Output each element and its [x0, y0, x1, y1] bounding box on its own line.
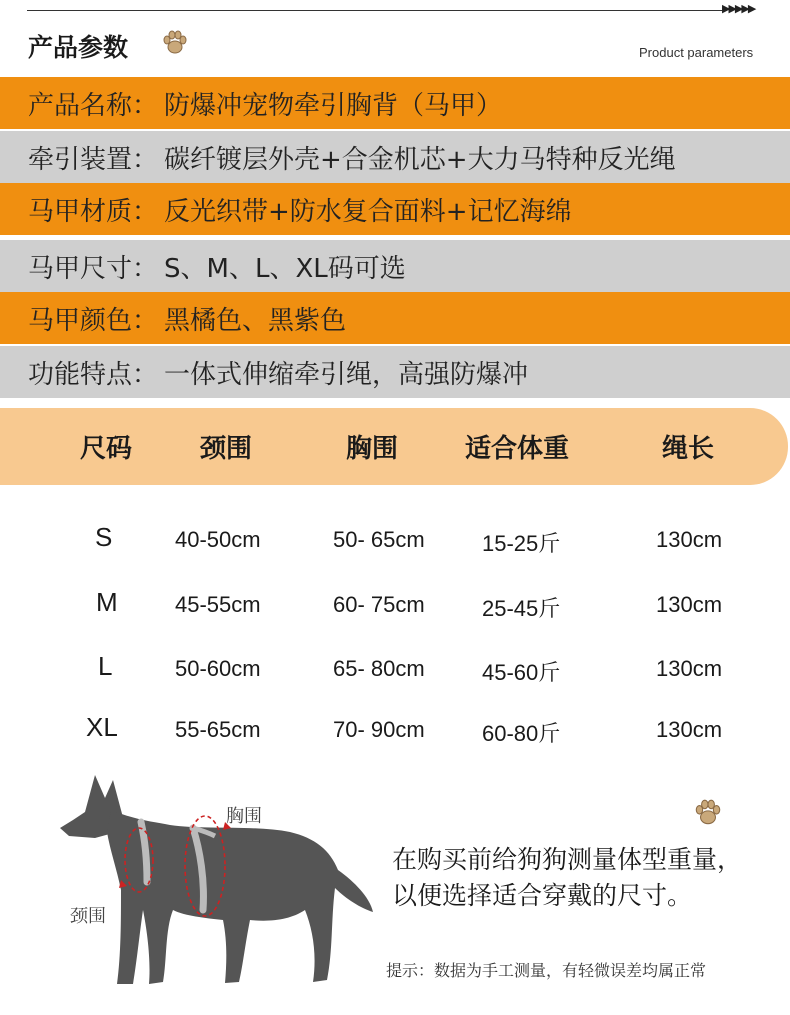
- param-row-vest-material: [0, 183, 790, 235]
- table-header-neck: 颈围: [200, 434, 253, 464]
- chest-label: 胸围: [226, 806, 262, 827]
- param-value: 反光织带+防水复合面料+记忆海绵: [164, 196, 572, 227]
- param-row-vest-color: [0, 292, 790, 344]
- cell-size: S: [95, 522, 113, 552]
- cell-weight: 45-60斤: [482, 660, 561, 685]
- dog-measurement-illustration: [55, 770, 385, 1000]
- neck-label: 颈围: [70, 906, 106, 927]
- param-label: 马甲材质：: [28, 196, 159, 227]
- table-header-chest: 胸围: [346, 434, 399, 464]
- param-label: 产品名称：: [28, 90, 159, 121]
- param-label: 功能特点：: [28, 359, 159, 390]
- cell-leash-length: 130cm: [656, 592, 723, 617]
- param-value: 一体式伸缩牵引绳，高强防爆冲: [164, 359, 529, 390]
- cell-neck: 55-65cm: [175, 717, 261, 742]
- cell-neck: 45-55cm: [175, 592, 261, 617]
- param-label: 马甲颜色：: [28, 305, 159, 336]
- cell-weight: 25-45斤: [482, 596, 561, 621]
- cell-weight: 60-80斤: [482, 721, 561, 746]
- table-header-size: 尺码: [80, 434, 133, 464]
- cell-size: M: [96, 587, 118, 617]
- param-label: 马甲尺寸：: [28, 253, 159, 284]
- cell-chest: 65- 80cm: [333, 656, 425, 681]
- page-subtitle: Product parameters: [639, 45, 754, 60]
- param-row-leash-device: [0, 131, 790, 183]
- cell-size: XL: [86, 712, 118, 742]
- cell-neck: 40-50cm: [175, 527, 261, 552]
- param-value: 碳纤镀层外壳+合金机芯+大力马特种反光绳: [164, 144, 676, 175]
- cell-neck: 50-60cm: [175, 656, 261, 681]
- param-label: 牵引装置：: [28, 144, 159, 175]
- cell-chest: 60- 75cm: [333, 592, 425, 617]
- advice-line-1: 在购买前给狗狗测量体型重量，: [392, 845, 743, 874]
- cell-weight: 15-25斤: [482, 531, 561, 556]
- page-title: 产品参数: [28, 33, 129, 62]
- table-header-leash-length: 绳长: [662, 434, 715, 464]
- table-header-weight: 适合体重: [465, 434, 570, 464]
- param-value: S、M、L、XL码可选: [164, 253, 406, 284]
- cell-leash-length: 130cm: [656, 527, 723, 552]
- cell-size: L: [98, 651, 113, 681]
- param-row-vest-size: [0, 240, 790, 292]
- param-value: 防爆冲宠物牵引胸背（马甲）: [164, 90, 503, 121]
- cell-leash-length: 130cm: [656, 656, 723, 681]
- header-divider: [27, 10, 727, 11]
- paw-icon: [160, 28, 190, 58]
- measurement-advice: [392, 842, 787, 914]
- measurement-tip: 提示：数据为手工测量，有轻微误差均属正常: [386, 961, 707, 980]
- cell-chest: 70- 90cm: [333, 717, 425, 742]
- param-row-product-name: [0, 77, 790, 129]
- cell-chest: 50- 65cm: [333, 527, 425, 552]
- advice-line-2: 以便选择适合穿戴的尺寸。: [392, 881, 693, 910]
- arrow-decoration: ▶▶▶▶▶: [722, 2, 755, 15]
- param-value: 黑橘色、黑紫色: [164, 305, 347, 336]
- cell-leash-length: 130cm: [656, 717, 723, 742]
- dog-silhouette: [60, 775, 373, 984]
- param-row-features: [0, 346, 790, 398]
- paw-icon: [692, 797, 724, 829]
